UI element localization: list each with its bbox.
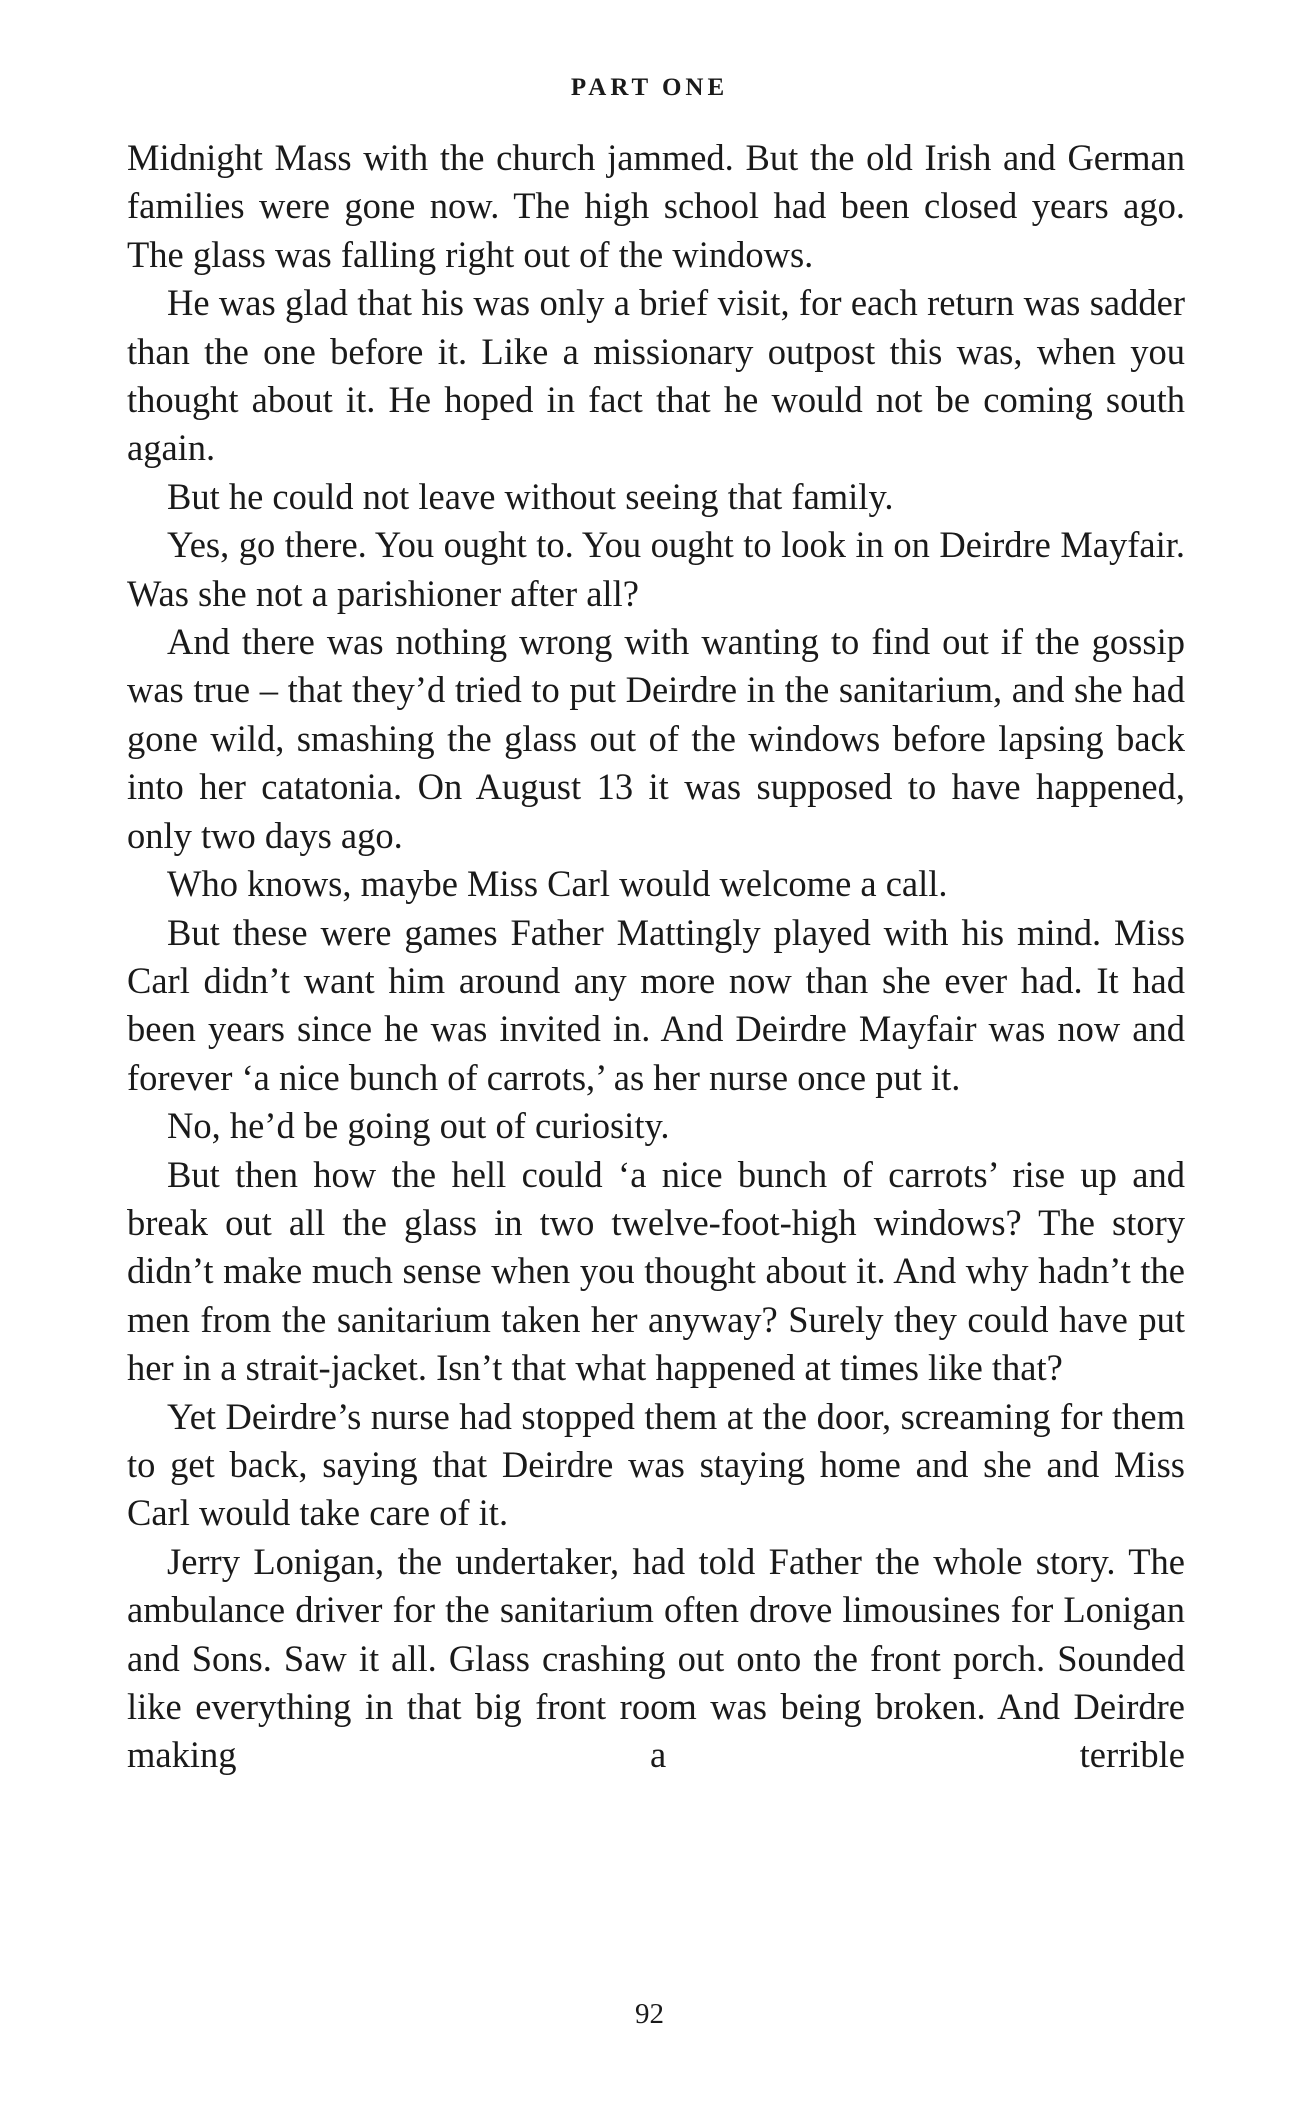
paragraph: Yes, go there. You ought to. You ought to look in on Deirdre Mayfair. Was she not a parishioner after all?: [127, 524, 1185, 614]
running-head: PART ONE: [570, 74, 729, 101]
paragraph: But these were games Father Mattingly played with his mind. Miss Carl didn’t want him around any more now than she ever had. It had been years since he was invited in. And Deirdre Mayfair was now and forever ‘a nice bunch of carrots,’ as her nurse once put it.: [127, 911, 1185, 1098]
paragraph: But he could not leave without seeing that family.: [167, 475, 894, 517]
paragraph-continued: Midnight Mass with the church jammed. But the old Irish and German families were gone now. The high school had been closed years ago. The glass was falling right out of the windows.: [127, 137, 1185, 275]
page-number: 92: [635, 1998, 664, 2030]
paragraph-runs-over: Jerry Lonigan, the undertaker, had told Father the whole story. The ambulance driver for the sanitarium often drove limousines for Lonigan and Sons. Saw it all. Glass crashing out onto the front porch. Sounded like everything in that big front room was being broken. And Deirdre making a terrible: [127, 1540, 1185, 1776]
paragraph: Who knows, maybe Miss Carl would welcome a call.: [167, 863, 948, 905]
paragraph: No, he’d be going out of curiosity.: [167, 1105, 670, 1147]
paragraph: He was glad that his was only a brief visit, for each return was sadder than the one before it. Like a missionary outpost this was, when you thought about it. He hoped in fact that he would not be coming south again.: [127, 282, 1185, 469]
paragraph: And there was nothing wrong with wanting to find out if the gossip was true – that they’d tried to put Deirdre in the sanitarium, and she had gone wild, smashing the glass out of the windows before lapsing back into her catatonia. On August 13 it was supposed to have happened, only two days ago.: [127, 621, 1185, 856]
body-text: [127, 134, 1185, 1780]
paragraph: But then how the hell could ‘a nice bunch of carrots’ rise up and break out all the glass in two twelve-foot-high windows? The story didn’t make much sense when you thought about it. And why hadn’t the men from the sanitarium taken her anyway? Surely they could have put her in a strait-jacket. Isn’t that what happened at times like that?: [127, 1153, 1185, 1389]
paragraph: Yet Deirdre’s nurse had stopped them at the door, screaming for them to get back, saying that Deirdre was staying home and she and Miss Carl would take care of it.: [127, 1395, 1185, 1534]
